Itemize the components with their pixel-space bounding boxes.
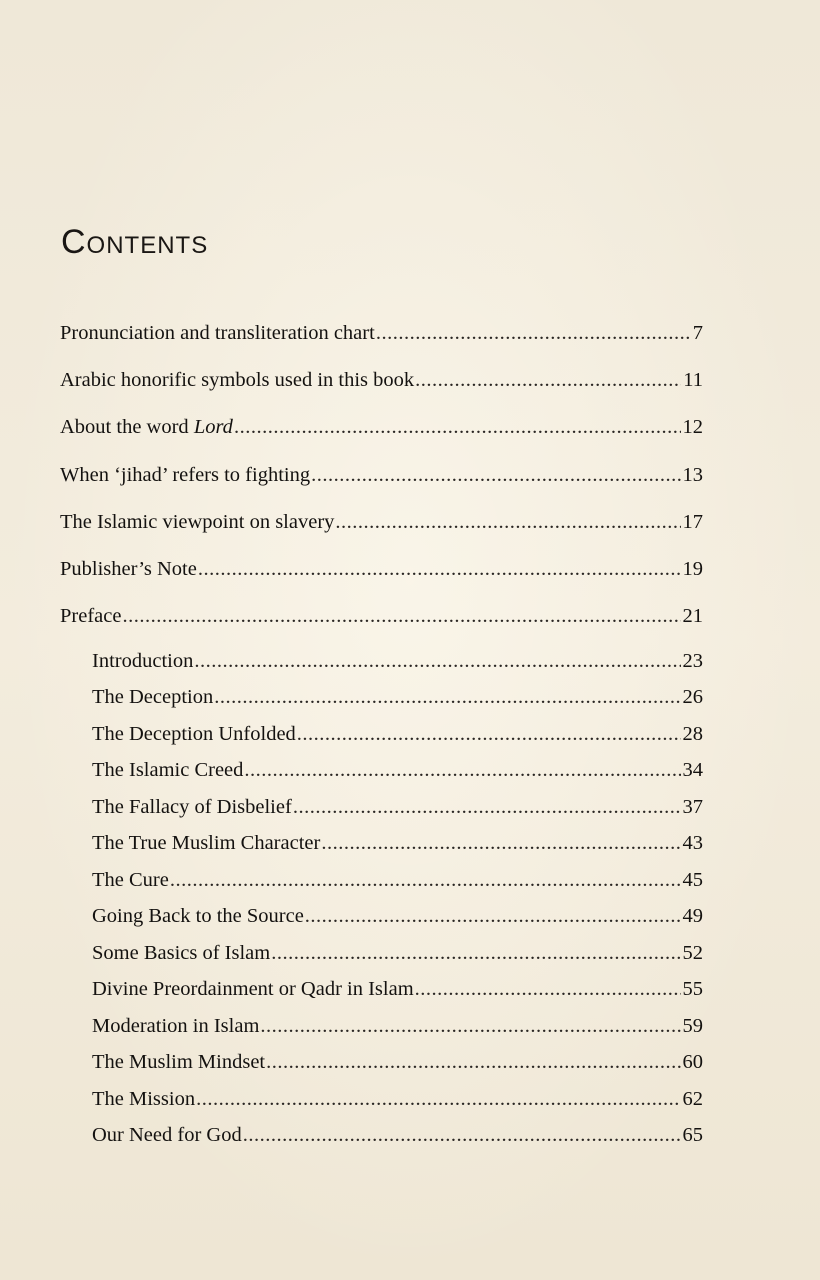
toc-entry-page-number: 13 <box>682 464 703 486</box>
toc-subentry[interactable] <box>92 755 703 785</box>
toc-subentry[interactable] <box>92 646 703 676</box>
toc-entry-title: Pronunciation and transliteration chart <box>60 322 375 344</box>
toc-entry-title: Preface <box>60 605 122 627</box>
dot-leader <box>198 554 681 584</box>
toc-subentry[interactable] <box>92 682 703 712</box>
toc-subentry-page-number: 49 <box>682 905 703 927</box>
toc-entry[interactable] <box>60 318 703 348</box>
toc-subentry-title: The Fallacy of Disbelief <box>92 796 292 818</box>
toc-subentry-page-number: 28 <box>682 723 703 745</box>
toc-entry-title-text: About the word <box>60 416 194 438</box>
contents-heading: Contents <box>61 223 209 261</box>
toc-subentry[interactable] <box>92 1084 703 1114</box>
toc-subentry-title: Going Back to the Source <box>92 905 304 927</box>
toc-entry-title <box>60 412 233 442</box>
toc-subentry-title: Divine Preordainment or Qadr in Islam <box>92 978 414 1000</box>
toc-subentry-title: The Muslim Mindset <box>92 1051 266 1073</box>
toc-subentry-page-number: 37 <box>682 796 703 818</box>
dot-leader <box>194 646 680 676</box>
toc-entry-title: Arabic honorific symbols used in this book <box>60 369 415 391</box>
toc-entry[interactable] <box>60 365 703 395</box>
toc-subentry-page-number: 65 <box>682 1124 703 1146</box>
toc-subentry-page-number: 62 <box>682 1088 703 1110</box>
dot-leader <box>305 901 681 931</box>
toc-entry-page-number: 21 <box>682 605 703 627</box>
toc-subentry-page-number: 55 <box>682 978 703 1000</box>
toc-entry-page-number: 19 <box>682 558 703 580</box>
toc-subentry-page-number: 45 <box>682 869 703 891</box>
toc-entry-title: When ‘jihad’ refers to fighting <box>60 464 311 486</box>
toc-subentry-page-number: 34 <box>682 759 703 781</box>
toc-subentry[interactable] <box>92 1011 703 1041</box>
toc-subentry-title: The Mission <box>92 1088 196 1110</box>
dot-leader <box>335 507 680 537</box>
toc-subentry[interactable] <box>92 792 703 822</box>
toc-subentry-page-number: 60 <box>682 1051 703 1073</box>
toc-entry-title: The Islamic viewpoint on slavery <box>60 511 335 533</box>
toc-entry[interactable] <box>60 601 703 631</box>
dot-leader <box>415 365 681 395</box>
toc-subentry-page-number: 43 <box>682 832 703 854</box>
dot-leader <box>297 719 681 749</box>
toc-entry[interactable] <box>60 554 703 584</box>
toc-subentry-page-number: 52 <box>682 942 703 964</box>
toc-entry-page-number: 17 <box>682 511 703 533</box>
dot-leader <box>266 1047 680 1077</box>
toc-subentry-page-number: 59 <box>682 1015 703 1037</box>
dot-leader <box>376 318 691 348</box>
toc-subentry-title: The Deception <box>92 686 214 708</box>
toc-entry-page-number: 7 <box>692 322 703 344</box>
toc-subentry-title: The Islamic Creed <box>92 759 244 781</box>
toc-subentry[interactable] <box>92 1120 703 1150</box>
dot-leader <box>122 601 680 631</box>
dot-leader <box>321 828 680 858</box>
dot-leader <box>415 974 681 1004</box>
toc-entry[interactable] <box>60 460 703 490</box>
toc-entry-title-italic: Lord <box>193 416 233 438</box>
toc-subentry[interactable] <box>92 719 703 749</box>
dot-leader <box>311 460 680 490</box>
dot-leader <box>170 865 681 895</box>
toc-subentry[interactable] <box>92 865 703 895</box>
toc-subentry-title: Moderation in Islam <box>92 1015 260 1037</box>
toc-entry-page-number: 11 <box>683 369 703 391</box>
dot-leader <box>293 792 681 822</box>
dot-leader <box>214 682 680 712</box>
dot-leader <box>260 1011 680 1041</box>
toc-subentry-title: Some Basics of Islam <box>92 942 271 964</box>
toc-entry-title: Publisher’s Note <box>60 558 197 580</box>
dot-leader <box>234 412 681 442</box>
toc-subentry[interactable] <box>92 901 703 931</box>
toc-subentry-title: The Cure <box>92 869 169 891</box>
toc-subentry[interactable] <box>92 938 703 968</box>
dot-leader <box>196 1084 680 1114</box>
toc-subentry-title: Introduction <box>92 650 194 672</box>
dot-leader <box>244 755 680 785</box>
toc-subentry[interactable] <box>92 1047 703 1077</box>
dot-leader <box>271 938 680 968</box>
toc-subentry-title: The True Muslim Character <box>92 832 321 854</box>
toc-subentry[interactable] <box>92 828 703 858</box>
toc-entry[interactable] <box>60 412 703 442</box>
toc-entry-page-number: 12 <box>682 416 703 438</box>
toc-entry[interactable] <box>60 507 703 537</box>
toc-subentry[interactable] <box>92 974 703 1004</box>
toc-subentry-page-number: 23 <box>682 650 703 672</box>
dot-leader <box>243 1120 681 1150</box>
toc-subentry-title: Our Need for God <box>92 1124 242 1146</box>
toc-subentry-page-number: 26 <box>682 686 703 708</box>
toc-subentry-title: The Deception Unfolded <box>92 723 296 745</box>
